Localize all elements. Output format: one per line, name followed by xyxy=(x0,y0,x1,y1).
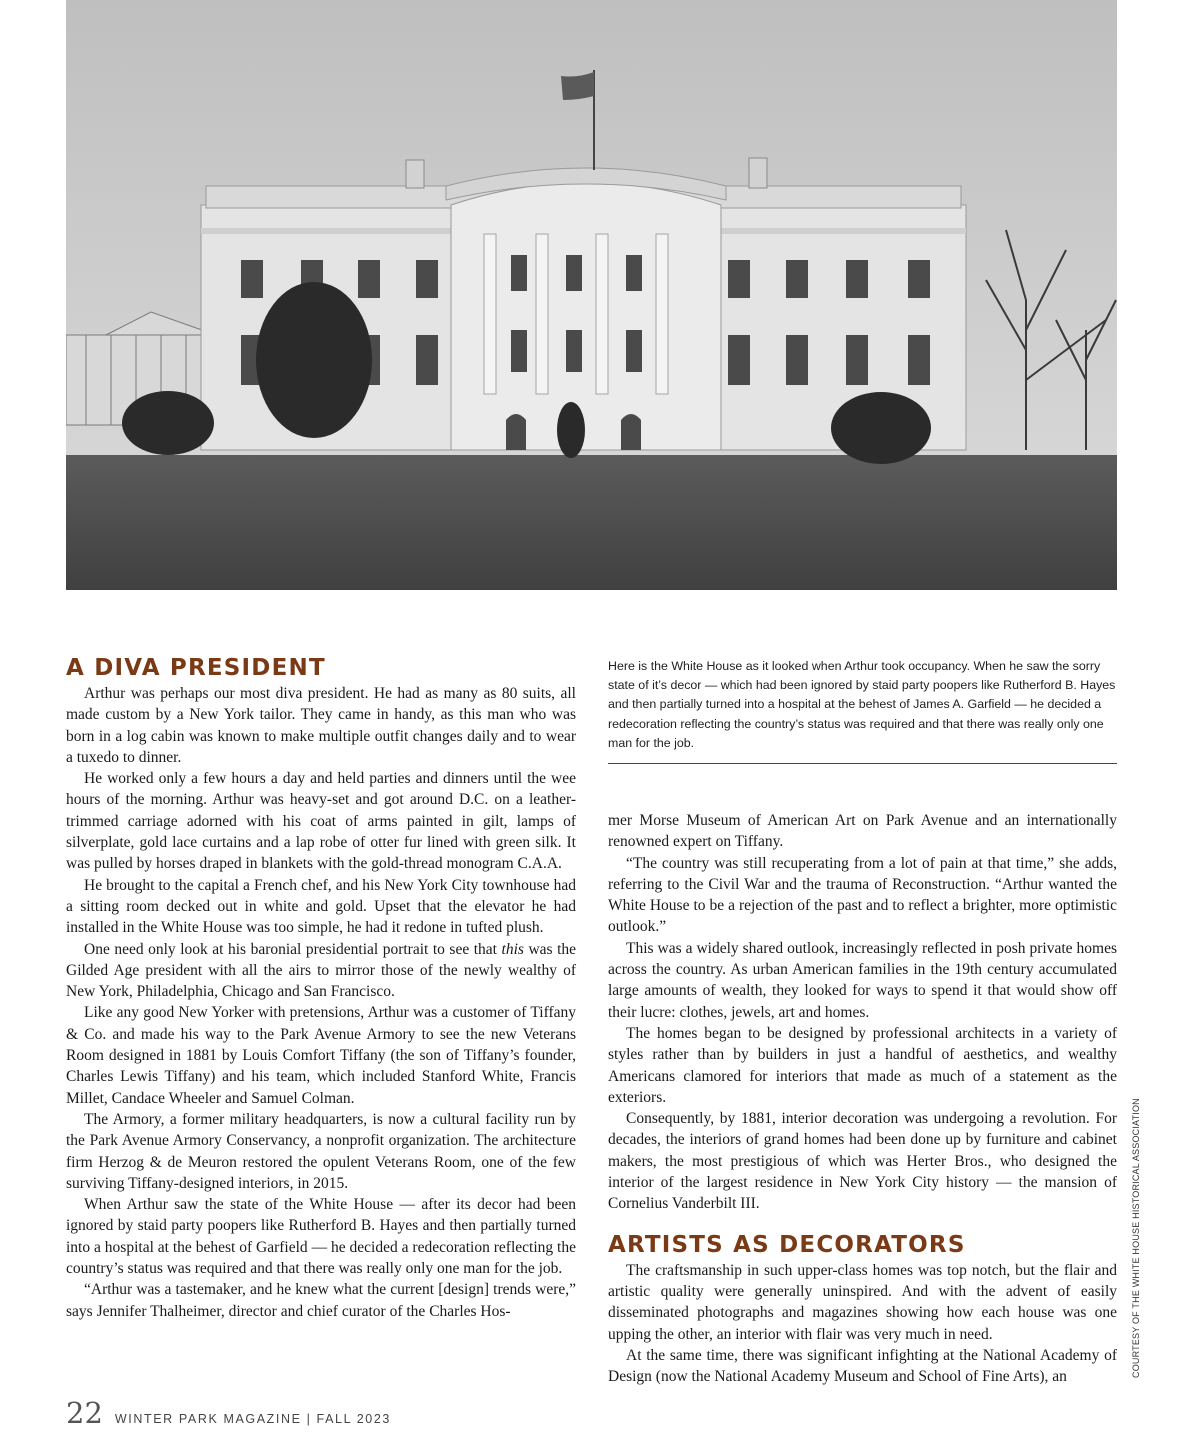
page-number: 22 xyxy=(66,1396,103,1430)
photo-credit: COURTESY OF THE WHITE HOUSE HISTORICAL ASSOCIATION xyxy=(1131,1098,1141,1378)
page-footer xyxy=(66,1396,391,1436)
publication-line: WINTER PARK MAGAZINE | FALL 2023 xyxy=(114,1412,391,1426)
article-left-column xyxy=(66,654,576,1322)
text-run: was the Gilded Age president with all the airs to mirror those of the newly wealthy of New York, Philadelphia, Chicago and San Francisco. xyxy=(66,940,577,1001)
paragraph: “The country was still recuperating from a lot of pain at that time,” she adds, referring to the Civil War and the trauma of Reconstruction. “Arthur wanted the White House to be a rejection of the past and to reflect a brighter, more optimistic outlook.” xyxy=(608,854,1117,936)
paragraph: The craftsmanship in such upper-class homes was top notch, but the flair and artistic quality were generally uninspired. And with the advent of easily disseminated photographs and magazines showing how each house was one upping the other, an interior with flair was very much in need. xyxy=(608,1261,1117,1343)
paragraph: Arthur was perhaps our most diva president. He had as many as 80 suits, all made custom by a New York tailor. They came in handy, as this man who was born in a log cabin was known to make multiple outfit changes daily and to wear a tuxedo to dinner. xyxy=(66,685,576,766)
paragraph: Consequently, by 1881, interior decoration was undergoing a revolution. For decades, the interiors of grand homes had been done up by furniture and cabinet makers, the most prestigious of which was Herter Bros., who designed the interior of the largest residence in New York City history — the mansion of Cornelius Vanderbilt III. xyxy=(608,1110,1117,1213)
article-right-column xyxy=(608,810,1117,1387)
section-heading-artists-as-decorators: ARTISTS AS DECORATORS xyxy=(608,1231,966,1258)
paragraph xyxy=(66,939,576,1003)
paragraph: The Armory, a former military headquarters, is now a cultural facility run by the Park Avenue Armory Conservancy, a nonprofit organization. The architecture firm Herzog & de Meuron restored the opulent Veterans Room, one of the few surviving Tiffany-designed interiors, in 2015. xyxy=(66,1110,576,1192)
paragraph: The homes began to be designed by professional architects in a variety of styles rather than by builders in just a handful of aesthetics, and wealthy Americans clamored for interiors that made as much of a statement as the exteriors. xyxy=(608,1024,1117,1106)
white-house-illustration xyxy=(66,0,1117,590)
paragraph: Like any good New Yorker with pretensions, Arthur was a customer of Tiffany & Co. and made his way to the Park Avenue Armory to see the new Veterans Room designed in 1881 by Louis Comfort Tiffany (the son of Tiffany’s founder, Charles Lewis Tiffany) and his team, which included Stanford White, Francis Millet, Candace Wheeler and Samuel Colman. xyxy=(66,1004,576,1107)
white-house-photo xyxy=(66,0,1117,590)
paragraph: At the same time, there was significant infighting at the National Academy of Design (now the National Academy Museum and School of Fine Arts), an xyxy=(608,1346,1117,1386)
paragraph: “Arthur was a tastemaker, and he knew what the current [design] trends were,” says Jennifer Thalheimer, director and chief curator of the Charles Hos- xyxy=(66,1281,576,1320)
paragraph: When Arthur saw the state of the White House — after its decor had been ignored by staid party poopers like Rutherford B. Hayes and then partially turned into a hospital at the behest of Garfield — he decided a redecoration reflecting the country’s status was required and that there was really only one man for the job. xyxy=(66,1196,576,1278)
section-heading-diva-president: A DIVA PRESIDENT xyxy=(66,655,326,681)
emphasis: this xyxy=(501,940,524,958)
paragraph: He brought to the capital a French chef, and his New York City townhouse had a sitting room decked out in white and gold. Upset that the elevator he had installed in the White House was too simple, he had it redone in tufted plush. xyxy=(66,876,576,937)
paragraph: This was a widely shared outlook, increasingly reflected in posh private homes across the country. As urban American families in the 19th century accumulated large amounts of wealth, they looked for ways to spend it that would show off their lucre: clothes, jewels, art and homes. xyxy=(608,939,1117,1021)
photo-caption: Here is the White House as it looked when Arthur took occupancy. When he saw the sorry state of it’s decor — which had been ignored by staid party poopers like Rutherford B. Hayes and then partially turned into a hospital at the behest of James A. Garfield — he decided a redecoration reflecting the country’s status was required and that there was really only one man for the job. xyxy=(608,659,1116,750)
paragraph: mer Morse Museum of American Art on Park Avenue and an internationally renowned expert on Tiffany. xyxy=(608,812,1117,851)
caption-divider xyxy=(608,763,1117,764)
text-run: One need only look at his baronial presidential portrait to see that xyxy=(84,940,502,958)
paragraph: He worked only a few hours a day and held parties and dinners until the wee hours of the morning. Arthur was heavy-set and got around D.C. on a leather-trimmed carriage adorned with his coat of arms painted in gilt, lamps of silverplate, gold lace curtains and a lap robe of otter fur lined with green silk. It was pulled by horses draped in blankets with the gold-thread monogram C.A.A. xyxy=(66,770,576,873)
